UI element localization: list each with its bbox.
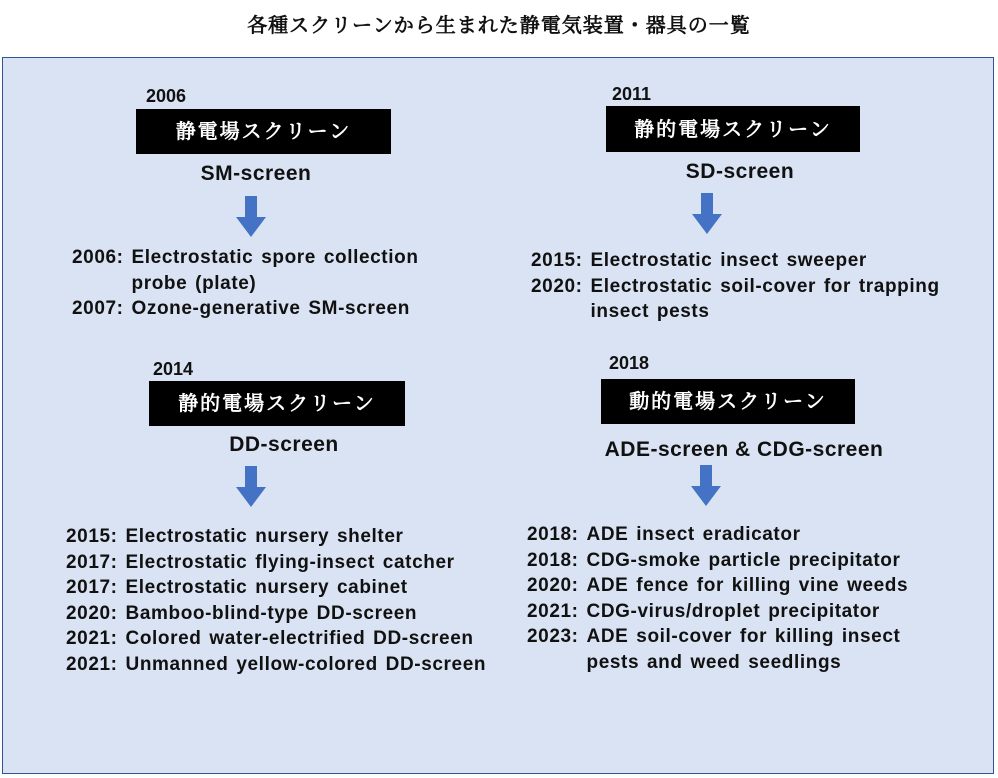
list-item — [72, 296, 452, 322]
list-item — [66, 550, 491, 576]
item-year: 2021: — [527, 600, 579, 622]
list-item — [527, 624, 947, 675]
item-year: 2017: — [66, 577, 118, 598]
item-text: Unmanned yellow-colored DD-screen — [125, 653, 487, 675]
section-dd-item-list — [66, 524, 491, 677]
section-sd-item-list — [531, 248, 971, 325]
section-sd-down-arrow-icon — [692, 193, 722, 235]
item-text: ADE insect eradicator — [586, 524, 801, 545]
list-item — [527, 599, 947, 625]
item-text: CDG-virus/droplet precipitator — [586, 600, 880, 622]
item-text: Electrostatic soil-cover for trapping insect pests — [590, 275, 940, 322]
item-text: Colored water-electrified DD-screen — [125, 628, 474, 649]
section-ade-item-list — [527, 522, 947, 675]
item-year: 2020: — [531, 275, 583, 297]
list-item — [527, 522, 947, 548]
section-ade-down-arrow-icon — [691, 465, 721, 507]
item-text: Electrostatic flying-insect catcher — [125, 551, 455, 573]
list-item — [66, 601, 491, 627]
item-year: 2015: — [66, 526, 118, 547]
list-item — [66, 626, 491, 652]
item-text: ADE fence for killing vine weeds — [586, 575, 909, 596]
list-item — [66, 652, 491, 678]
page-title: 各種スクリーンから生まれた静電気装置・器具の一覧 — [247, 13, 751, 37]
section-sm-code: SM-screen — [200, 162, 312, 185]
item-year: 2006: — [72, 247, 124, 268]
item-text: Bamboo-blind-type DD-screen — [125, 602, 418, 624]
item-text: Electrostatic spore collection probe (plate) — [131, 247, 419, 294]
item-text: ADE soil-cover for killing insect pests and weed seedlings — [586, 626, 901, 673]
section-sd-year: 2011 — [612, 84, 652, 104]
item-year: 2020: — [66, 602, 118, 624]
item-year: 2015: — [531, 250, 583, 271]
item-text: Electrostatic insect sweeper — [590, 250, 867, 271]
item-year: 2021: — [66, 628, 118, 649]
item-year: 2018: — [527, 524, 579, 545]
list-item — [66, 575, 491, 601]
section-dd-code: DD-screen — [229, 433, 339, 456]
section-sd-jp-name-box: 静的電場スクリーン — [606, 106, 860, 152]
section-sm-down-arrow-icon — [236, 196, 266, 238]
item-year: 2023: — [527, 626, 579, 647]
item-text: Electrostatic nursery shelter — [125, 526, 404, 547]
item-text: Electrostatic nursery cabinet — [125, 577, 408, 598]
list-item — [531, 274, 971, 325]
item-year: 2018: — [527, 549, 579, 571]
item-text: CDG-smoke particle precipitator — [586, 549, 901, 571]
section-sm-item-list — [72, 245, 452, 322]
item-year: 2007: — [72, 298, 124, 319]
list-item — [527, 548, 947, 574]
section-sm-year: 2006 — [146, 86, 187, 106]
item-text: Ozone-generative SM-screen — [131, 298, 410, 319]
item-year: 2020: — [527, 575, 579, 596]
section-dd-down-arrow-icon — [236, 466, 266, 508]
item-year: 2017: — [66, 551, 118, 573]
list-item — [527, 573, 947, 599]
list-item — [72, 245, 452, 296]
section-ade-year: 2018 — [609, 353, 650, 373]
item-year: 2021: — [66, 653, 118, 675]
list-item — [531, 248, 971, 274]
section-ade-jp-name-box: 動的電場スクリーン — [601, 379, 855, 424]
section-sm-jp-name-box: 静電場スクリーン — [136, 109, 391, 154]
section-ade-code: ADE-screen & CDG-screen — [604, 438, 884, 461]
section-dd-year: 2014 — [153, 359, 194, 379]
section-sd-code: SD-screen — [685, 160, 795, 183]
list-item — [66, 524, 491, 550]
section-dd-jp-name-box: 静的電場スクリーン — [149, 381, 405, 426]
